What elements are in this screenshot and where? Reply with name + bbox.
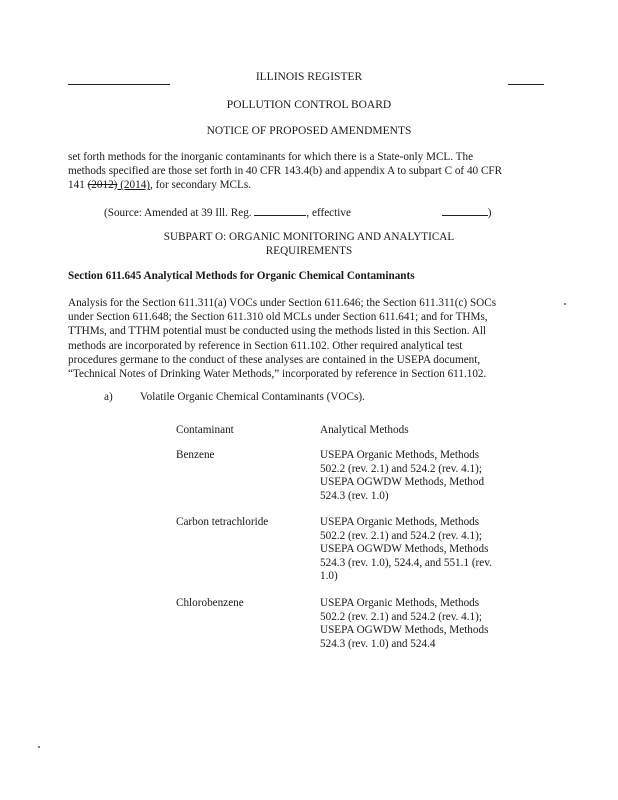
section-heading: Section 611.645 Analytical Methods for Organic Chemical Contaminants [68, 270, 415, 282]
subsection-label: a) [104, 391, 113, 403]
table-row-contaminant: Carbon tetrachloride [176, 516, 269, 528]
header-rule-right [508, 84, 544, 85]
method-line: 1.0) [320, 570, 338, 583]
header-rule-left [68, 84, 170, 85]
method-line: 524.3 (rev. 1.0) [320, 489, 389, 502]
section-body-line: Analysis for the Section 611.311(a) VOCs under Section 611.646; the Section 611.311(c) SOCs [68, 297, 497, 309]
scan-speck [564, 303, 566, 305]
intro-line-3-start: 141 [68, 179, 88, 192]
table-row-methods [320, 516, 492, 584]
method-line: 524.3 (rev. 1.0) and 524.4 [320, 637, 436, 650]
section-body-line: under Section 611.648; the Section 611.310 old MCLs under Section 611.641; and for THMs, [68, 311, 488, 324]
section-body-line: TTHMs, and TTHM potential must be conducted using the methods listed in this Section. All [68, 325, 487, 338]
method-line: 524.3 (rev. 1.0), 524.4, and 551.1 (rev. [320, 556, 492, 569]
subpart-heading-line-1: SUBPART O: ORGANIC MONITORING AND ANALYTICAL [163, 231, 455, 243]
table-header-contaminant: Contaminant [176, 424, 234, 436]
method-line: USEPA OGWDW Methods, Methods [320, 624, 489, 637]
intro-line-2: methods specified are those set forth in 40 CFR 143.4(b) and appendix A to subpart C of 40 CFR [68, 165, 503, 178]
section-body-line: methods are incorporated by reference in Section 611.102. Other required analytical test [68, 339, 463, 352]
subsection-title: Volatile Organic Chemical Contaminants (VOCs). [140, 391, 365, 403]
register-title: ILLINOIS REGISTER [255, 71, 363, 83]
source-suffix: ) [487, 207, 492, 219]
source-middle: , effective [306, 207, 354, 219]
inserted-text: (2014) [117, 179, 151, 192]
method-line: USEPA OGWDW Methods, Methods [320, 543, 489, 556]
register-blank [254, 205, 306, 216]
method-line: 502.2 (rev. 2.1) and 524.2 (rev. 4.1); [320, 462, 482, 475]
section-body-line: “Technical Notes of Drinking Water Methods,” incorporated by reference in Section 611.102. [68, 368, 487, 381]
source-line [104, 205, 491, 219]
section-body-line: procedures germane to the conduct of these analyses are contained in the USEPA document, [68, 353, 481, 366]
intro-line-1: set forth methods for the inorganic contaminants for which there is a State-only MCL. The [68, 151, 474, 163]
section-body [68, 296, 496, 381]
table-row-methods [320, 597, 488, 651]
intro-paragraph [68, 150, 502, 193]
table-row-contaminant: Benzene [176, 449, 215, 461]
source-prefix: (Source: Amended at 39 Ill. Reg. [104, 207, 255, 219]
table-row-methods [320, 449, 484, 503]
method-line: 502.2 (rev. 2.1) and 524.2 (rev. 4.1); [320, 529, 482, 542]
method-line: USEPA Organic Methods, Methods [320, 597, 480, 609]
intro-line-3 [68, 178, 502, 192]
effective-date-blank-underline [442, 205, 488, 216]
agency-title: POLLUTION CONTROL BOARD [226, 99, 392, 111]
scan-speck [38, 746, 40, 748]
method-line: 502.2 (rev. 2.1) and 524.2 (rev. 4.1); [320, 610, 482, 623]
struck-text: (2012) [87, 179, 118, 192]
effective-date-blank [354, 206, 442, 216]
intro-line-3-end: , for secondary MCLs. [150, 179, 252, 192]
notice-title: NOTICE OF PROPOSED AMENDMENTS [206, 125, 412, 137]
method-line: USEPA Organic Methods, Methods [320, 449, 480, 461]
table-header-methods: Analytical Methods [320, 424, 409, 436]
method-line: USEPA Organic Methods, Methods [320, 516, 480, 528]
table-row-contaminant: Chlorobenzene [176, 597, 244, 609]
subpart-heading-line-2: REQUIREMENTS [265, 245, 353, 257]
method-line: USEPA OGWDW Methods, Method [320, 476, 485, 489]
